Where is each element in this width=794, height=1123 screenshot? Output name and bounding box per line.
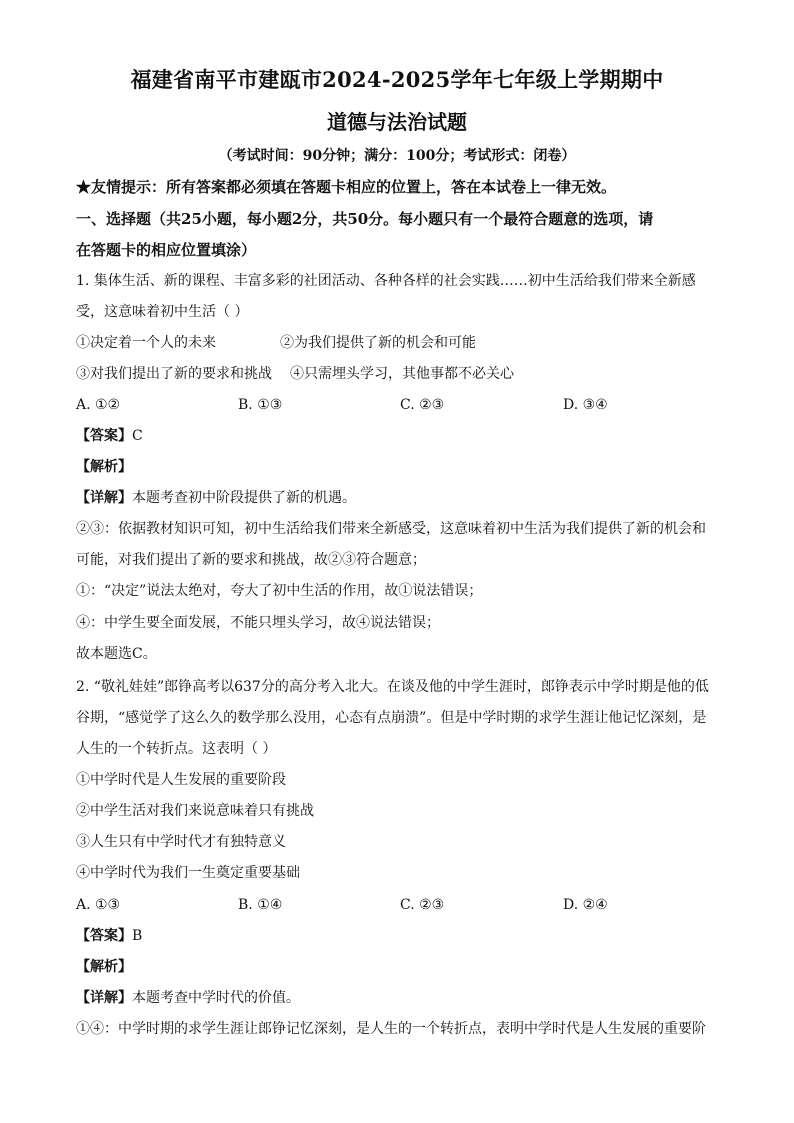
exam-title: 福建省南平市建瓯市2024-2025学年七年级上学期期中 bbox=[130, 67, 664, 92]
q2-stem: 2. “敬礼娃娃”郎铮高考以637分的高分考入北大。在谈及他的中学生涯时，郎铮表示中学时期是他的低 bbox=[76, 679, 709, 695]
q2-item-4: ④中学时代为我们一生奠定重要基础 bbox=[76, 865, 300, 881]
q2-stem-cont-1: 谷期，“感觉学了这么久的数学那么没用，心态有点崩溃”。但是中学时期的求学生涯让他记忆深刻，是 bbox=[76, 710, 707, 726]
q1-item-3: ③对我们提出了新的要求和挑战 bbox=[76, 366, 272, 382]
q1-option-d: D. ③④ bbox=[563, 397, 608, 413]
q2-explanation-1: ①④：中学时期的求学生涯让郎铮记忆深刻，是人生的一个转折点，表明中学时代是人生发展的重要阶 bbox=[76, 1021, 706, 1037]
q1-option-b: B. ①③ bbox=[238, 397, 283, 413]
q1-answer bbox=[76, 426, 143, 446]
q1-stem: 1. 集体生活、新的课程、丰富多彩的社团活动、各种各样的社会实践……初中生活给我们带来全新感 bbox=[76, 273, 696, 289]
q1-explanation-3: ④：中学生要全面发展，不能只埋头学习，故④说法错误； bbox=[76, 615, 440, 631]
q2-option-b: B. ①④ bbox=[238, 897, 283, 913]
q1-item-4: ④只需埋头学习，其他事都不必关心 bbox=[290, 366, 514, 382]
detail-text: 本题考查初中阶段提供了新的机遇。 bbox=[132, 490, 356, 506]
exam-subject-title: 道德与法治试题 bbox=[327, 110, 467, 134]
q2-analysis-tag: 【解析】 bbox=[76, 959, 132, 975]
q1-explanation-1: ②③：依据教材知识可知，初中生活给我们带来全新感受，这意味着初中生活为我们提供了新的机会和 bbox=[76, 521, 706, 537]
q2-option-d: D. ②④ bbox=[563, 897, 608, 913]
section-heading-cont: 在答题卡的相应位置填涂） bbox=[76, 241, 257, 259]
q2-option-c: C. ②③ bbox=[400, 897, 445, 913]
q2-item-3: ③人生只有中学时代才有独特意义 bbox=[76, 834, 286, 850]
q2-item-2: ②中学生活对我们来说意味着只有挑战 bbox=[76, 803, 314, 819]
q1-stem-cont: 受，这意味着初中生活（ ） bbox=[76, 304, 249, 320]
detail-text: 本题考查中学时代的价值。 bbox=[132, 990, 300, 1006]
q2-item-1: ①中学时代是人生发展的重要阶段 bbox=[76, 772, 286, 788]
q1-explanation-2: ①：“决定”说法太绝对，夸大了初中生活的作用，故①说法错误； bbox=[76, 583, 483, 599]
section-heading: 一、选择题（共25小题，每小题2分，共50分。每小题只有一个最符合题意的选项，请 bbox=[76, 210, 654, 228]
answer-tag: 【答案】 bbox=[76, 428, 132, 444]
q1-detail bbox=[76, 488, 356, 508]
q1-option-a: A. ①② bbox=[76, 397, 121, 413]
q1-option-c: C. ②③ bbox=[400, 397, 445, 413]
q1-item-1: ①决定着一个人的未来 bbox=[76, 335, 216, 351]
answer-value: C bbox=[132, 428, 143, 444]
answer-value: B bbox=[132, 928, 143, 944]
notice: ★友情提示：所有答案都必须填在答题卡相应的位置上，答在本试卷上一律无效。 bbox=[76, 178, 617, 196]
exam-info: （考试时间：90分钟；满分：100分；考试形式：闭卷） bbox=[218, 148, 576, 164]
detail-tag: 【详解】 bbox=[76, 990, 132, 1006]
answer-tag: 【答案】 bbox=[76, 928, 132, 944]
q2-stem-cont-2: 人生的一个转折点。这表明（ ） bbox=[76, 741, 277, 757]
q1-item-2: ②为我们提供了新的机会和可能 bbox=[280, 335, 476, 351]
q1-analysis-tag: 【解析】 bbox=[76, 459, 132, 475]
q1-explanation-1-cont: 可能，对我们提出了新的要求和挑战，故②③符合题意； bbox=[76, 552, 426, 568]
detail-tag: 【详解】 bbox=[76, 490, 132, 506]
q2-option-a: A. ①③ bbox=[76, 897, 121, 913]
q2-answer bbox=[76, 926, 142, 946]
q2-detail bbox=[76, 988, 300, 1008]
q1-conclusion: 故本题选C。 bbox=[76, 646, 157, 662]
